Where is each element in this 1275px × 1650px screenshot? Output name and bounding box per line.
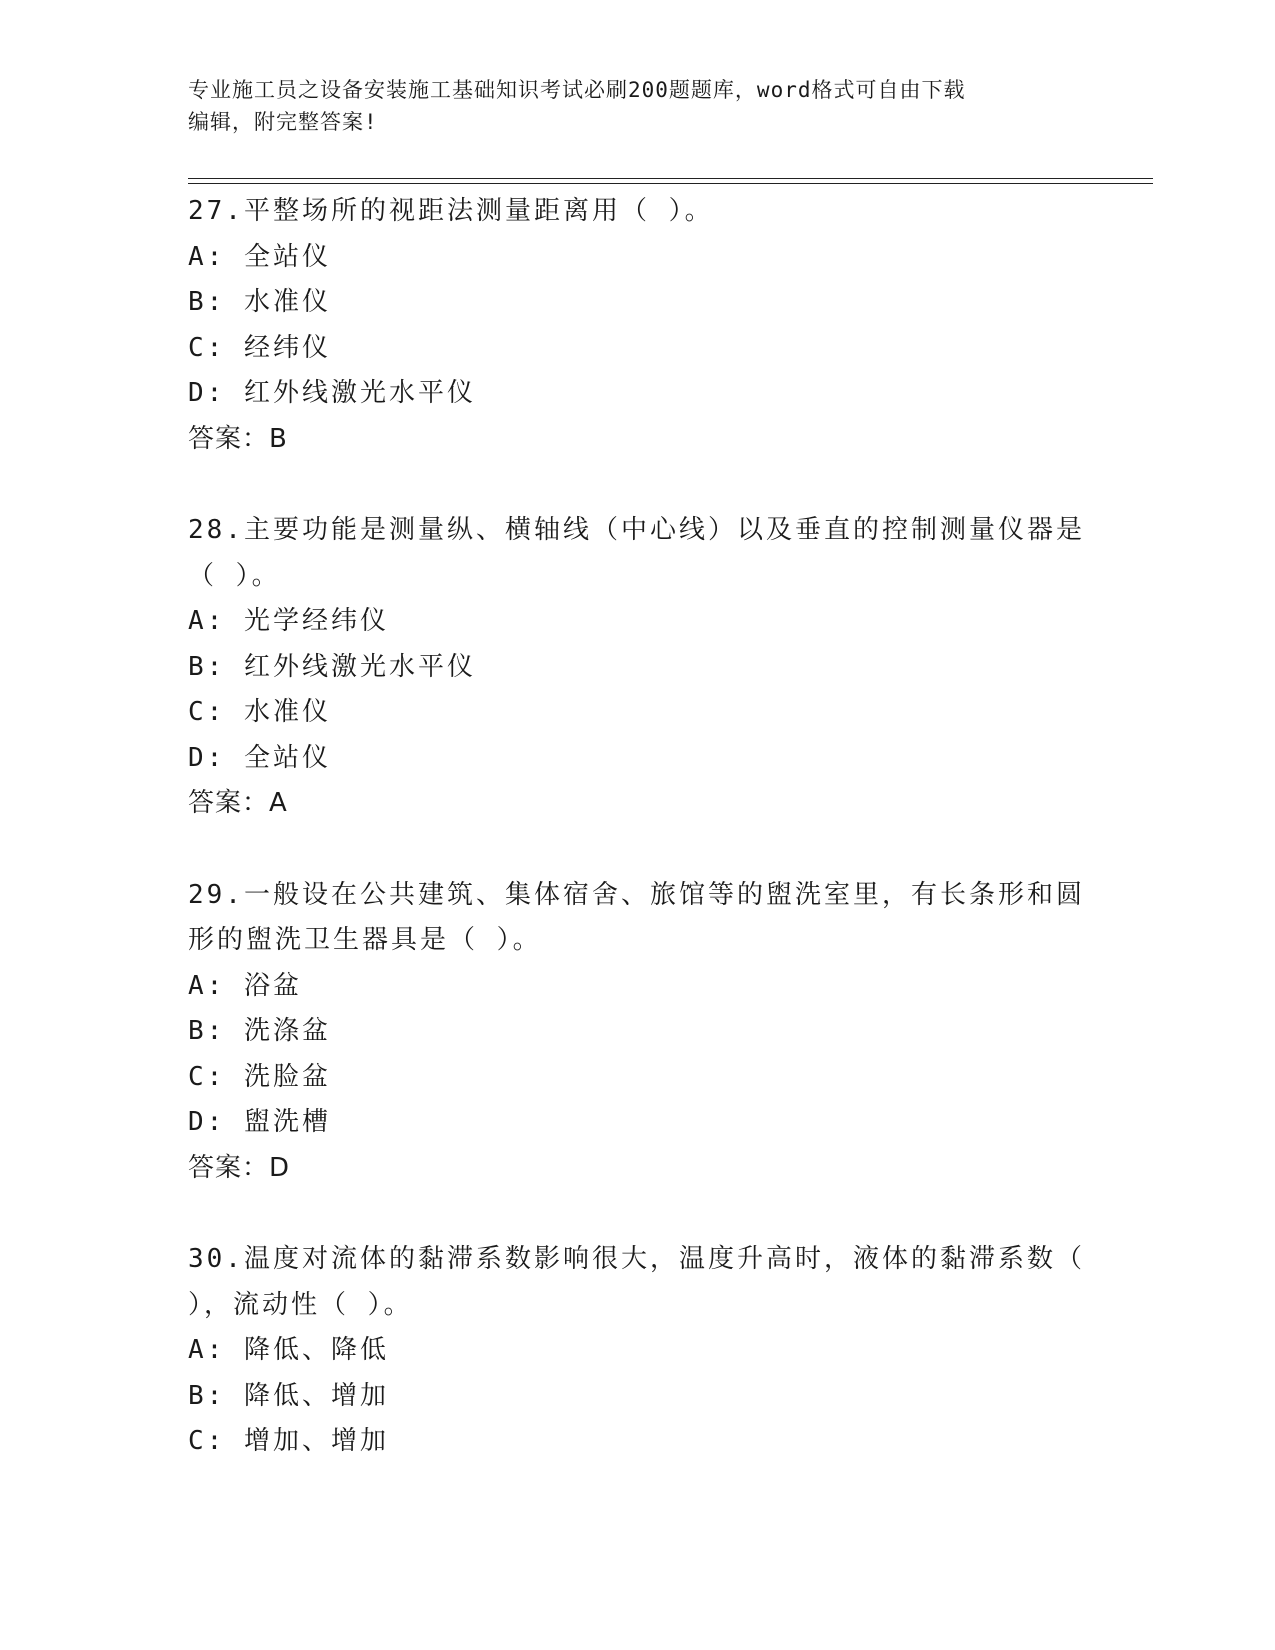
question-27 <box>188 189 1088 462</box>
question-text: 30.温度对流体的黏滞系数影响很大，温度升高时，液体的黏滞系数（ <box>188 1244 1085 1274</box>
header-divider-top <box>188 178 1153 179</box>
question-30 <box>188 1237 1088 1465</box>
option-d: D: 盥洗槽 <box>188 1107 331 1137</box>
option-b: B: 降低、增加 <box>188 1380 389 1411</box>
answer-label: 答案：D <box>188 1152 291 1183</box>
option-a: A: 浴盆 <box>188 970 302 1001</box>
document-header <box>188 74 1088 138</box>
header-line-1: 专业施工员之设备安装施工基础知识考试必刷200题题库，word格式可自由下载 <box>188 78 966 102</box>
question-text: 27.平整场所的视距法测量距离用（ ）。 <box>188 196 714 226</box>
option-c: C: 洗脸盆 <box>188 1061 331 1092</box>
option-d: D: 红外线激光水平仪 <box>188 378 476 408</box>
question-text-continued: （ ）。 <box>188 560 281 591</box>
option-b: B: 洗涤盆 <box>188 1016 331 1046</box>
question-text: 29.一般设在公共建筑、集体宿舍、旅馆等的盥洗室里，有长条形和圆 <box>188 879 1085 910</box>
question-text-continued: 形的盥洗卫生器具是（ ）。 <box>188 925 542 955</box>
option-c: C: 增加、增加 <box>188 1426 389 1456</box>
answer-label: 答案：B <box>188 423 288 454</box>
question-list <box>188 189 1088 1511</box>
option-b: B: 水准仪 <box>188 287 331 317</box>
header-line-2: 编辑，附完整答案! <box>188 110 378 134</box>
option-a: A: 光学经纬仪 <box>188 606 389 636</box>
question-text: 28.主要功能是测量纵、横轴线（中心线）以及垂直的控制测量仪器是 <box>188 515 1085 545</box>
question-text-continued: ），流动性（ ）。 <box>188 1289 413 1320</box>
option-a: A: 降低、降低 <box>188 1335 389 1365</box>
answer-label: 答案：A <box>188 788 288 818</box>
header-divider-bottom <box>188 183 1153 184</box>
option-c: C: 经纬仪 <box>188 332 331 363</box>
option-d: D: 全站仪 <box>188 742 331 773</box>
option-c: C: 水准仪 <box>188 697 331 727</box>
option-a: A: 全站仪 <box>188 241 331 272</box>
question-29 <box>188 873 1088 1192</box>
option-b: B: 红外线激光水平仪 <box>188 651 476 682</box>
question-28 <box>188 508 1088 827</box>
